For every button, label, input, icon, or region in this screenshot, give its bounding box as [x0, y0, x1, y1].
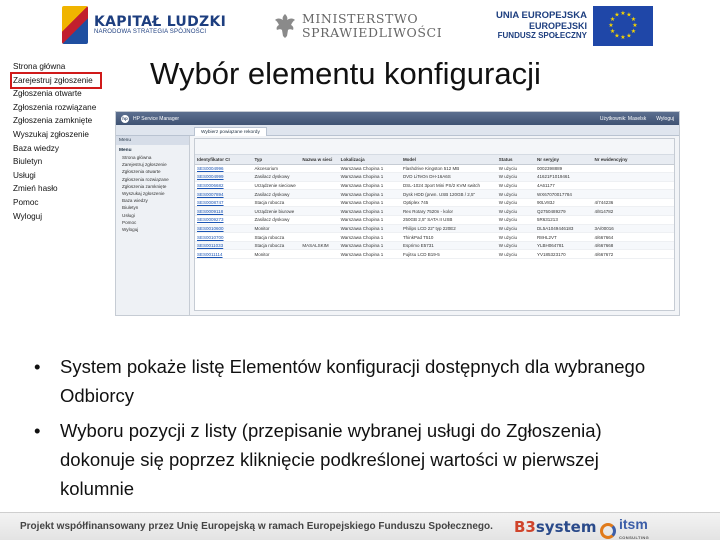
ci-id-link[interactable]: SES0007894 — [195, 190, 252, 199]
table-row — [195, 216, 674, 225]
column-header[interactable]: Nr seryjny — [535, 155, 592, 164]
app-title-bar — [116, 112, 679, 125]
svg-text:★: ★ — [620, 34, 626, 41]
app-logout-link[interactable]: Wyloguj — [656, 115, 674, 122]
table-cell — [300, 207, 338, 216]
table-cell: Warszawa Chopina 1 — [339, 233, 401, 242]
table-cell: Monitor — [252, 250, 300, 259]
itsm-logo — [600, 517, 649, 540]
svg-text:★: ★ — [626, 32, 632, 40]
eu-flag-icon — [593, 6, 653, 46]
app-sidebar-item[interactable]: Zgłoszenia otwarte — [122, 169, 161, 175]
app-title: HP Service Manager — [133, 115, 180, 122]
table-cell: Urządzenie biurowe — [252, 207, 300, 216]
table-cell — [593, 216, 674, 225]
table-cell: MASALSKIM — [300, 241, 338, 250]
table-cell — [593, 181, 674, 190]
table-row — [195, 241, 674, 250]
table-cell — [593, 173, 674, 182]
table-cell: YLBH064781 — [535, 241, 592, 250]
ci-id-link[interactable]: SES0010600 — [195, 224, 252, 233]
table-cell: W użyciu — [497, 250, 535, 259]
nav-item-wyszukaj-zgloszenie[interactable]: Wyszukaj zgłoszenie — [13, 129, 89, 139]
table-cell: Esprimo E5731 — [401, 241, 497, 250]
table-cell: 0002398889 — [535, 164, 592, 173]
ci-id-link[interactable]: SES0008747 — [195, 198, 252, 207]
table-cell: W użyciu — [497, 233, 535, 242]
svg-text:★: ★ — [614, 32, 620, 40]
footer — [0, 512, 720, 540]
table-cell — [593, 164, 674, 173]
table-cell: 41621F1019461 — [535, 173, 592, 182]
bullet-item: • Wyboru pozycji z listy (przepisanie wybranej usługi do Zgłoszenia) dokonuje się poprzez kliknięcie podkreślonej wartości w pierwszej kolumnie — [30, 416, 670, 503]
table-cell — [300, 250, 338, 259]
table-cell: Zasilacz dyskowy — [252, 173, 300, 182]
table-cell — [300, 181, 338, 190]
app-sidebar-item[interactable]: Wyszukaj zgłoszenie — [122, 191, 165, 197]
table-row — [195, 190, 674, 199]
table-cell: W użyciu — [497, 198, 535, 207]
table-cell — [300, 190, 338, 199]
column-header[interactable]: Lokalizacja — [339, 155, 401, 164]
table-cell: Warszawa Chopina 1 — [339, 190, 401, 199]
table-cell: DL5A1049446183 — [535, 224, 592, 233]
svg-text:★: ★ — [630, 28, 637, 35]
table-row — [195, 164, 674, 173]
table-row — [195, 250, 674, 259]
table-cell: Warszawa Chopina 1 — [339, 164, 401, 173]
table-cell: Warszawa Chopina 1 — [339, 198, 401, 207]
tab-wybierz-powiazane-rekordy[interactable]: Wybierz powiązane rekordy — [194, 127, 267, 136]
table-cell: 4/744236 — [593, 198, 674, 207]
table-cell: 3A/00016 — [593, 224, 674, 233]
svg-text:★: ★ — [614, 11, 620, 19]
table-cell: Akcesorium — [252, 164, 300, 173]
nav-item-zgloszenia-otwarte[interactable]: Zgłoszenia otwarte — [13, 89, 82, 99]
svg-text:★: ★ — [626, 11, 632, 19]
table-cell: Stacja robocza — [252, 198, 300, 207]
ministerstwo-line1: MINISTERSTWO — [302, 11, 419, 26]
svg-text:★: ★ — [632, 22, 638, 29]
table-cell: W użyciu — [497, 173, 535, 182]
nav-item-zgloszenia-rozwiazane[interactable]: Zgłoszenia rozwiązane — [13, 102, 97, 112]
ci-id-link[interactable]: SES0009273 — [195, 216, 252, 225]
table-cell: Philips LCD 22" typ 220E2 — [401, 224, 497, 233]
app-toolbar — [195, 139, 674, 155]
table-cell: W użyciu — [497, 224, 535, 233]
b3system-logo — [514, 518, 596, 536]
svg-text:★: ★ — [620, 10, 626, 17]
table-cell — [300, 224, 338, 233]
kapital-ludzki-subtitle: NARODOWA STRATEGIA SPÓJNOŚCI — [94, 29, 207, 36]
table-cell: DVD LiTeOn DH-16A6S — [401, 173, 497, 182]
ci-id-link[interactable]: SES0009118 — [195, 207, 252, 216]
app-sidebar-item[interactable]: Zgłoszenia zamknięte — [122, 183, 167, 189]
ci-table — [195, 155, 674, 259]
kapital-ludzki-title: KAPITAŁ LUDZKI — [94, 13, 227, 30]
table-cell: Warszawa Chopina 1 — [339, 224, 401, 233]
logo-bar — [0, 0, 720, 55]
app-sidebar-head: Menu — [116, 136, 189, 145]
table-cell: YV185323170 — [535, 250, 592, 259]
app-sidebar-item[interactable]: Pomoc — [122, 219, 137, 225]
table-row — [195, 224, 674, 233]
table-cell: Zasilacz dyskowy — [252, 190, 300, 199]
table-cell: 4/814782 — [593, 207, 674, 216]
app-sidebar-item[interactable]: Baza wiedzy — [122, 198, 148, 204]
ci-id-link[interactable]: SES0004996 — [195, 164, 252, 173]
app-sidebar-item[interactable]: Wyloguj — [122, 227, 139, 233]
ci-id-link[interactable]: SES0006682 — [195, 181, 252, 190]
app-sidebar-item[interactable]: Strona główna — [122, 155, 152, 160]
table-cell: Optiplex 745 — [401, 198, 497, 207]
table-cell — [300, 173, 338, 182]
table-row — [195, 233, 674, 242]
nav-item-zmien-haslo[interactable]: Zmień hasło — [13, 184, 58, 194]
table-cell: W użyciu — [497, 190, 535, 199]
kapital-ludzki-logo — [62, 6, 226, 44]
table-cell: Stacja robocza — [252, 233, 300, 242]
table-cell — [300, 198, 338, 207]
table-cell: Warszawa Chopina 1 — [339, 250, 401, 259]
nav-item-zgloszenia-zamkniete[interactable]: Zgłoszenia zamknięte — [13, 116, 93, 126]
bullet-item: • System pokaże listę Elementów konfiguracji dostępnych dla wybranego Odbiorcy — [30, 352, 670, 410]
table-cell: W użyciu — [497, 241, 535, 250]
table-cell: Urządzenie sieciowe — [252, 181, 300, 190]
table-cell: Stacja robocza — [252, 241, 300, 250]
table-cell: R8HL2VT — [535, 233, 592, 242]
table-cell: DSL-1024 3port Mini PS/2 KVM switch — [401, 181, 497, 190]
app-sidebar-item[interactable]: Zarejestruj zgłoszenie — [122, 162, 167, 168]
table-cell: Zasilacz dyskowy — [252, 216, 300, 225]
column-header[interactable]: Nr ewidencyjny — [593, 155, 674, 164]
itsm-subtitle: CONSULTING — [619, 535, 650, 540]
column-header[interactable]: Identyfikator CI — [195, 155, 252, 164]
svg-text:★: ★ — [630, 16, 637, 23]
bullet-list — [30, 352, 670, 503]
table-cell: 250GB 2,5" SATA II USB — [401, 216, 497, 225]
eagle-emblem-icon — [274, 12, 296, 40]
nav-item-wyloguj[interactable]: Wyloguj — [13, 211, 43, 221]
table-cell: W użyciu — [497, 207, 535, 216]
table-cell: ThinkPad T510 — [401, 233, 497, 242]
app-sidebar-item[interactable]: Biuletyn — [122, 205, 139, 211]
nav-item-zarejestruj-zgloszenie[interactable]: Zarejestruj zgłoszenie — [12, 74, 100, 88]
column-header[interactable]: Typ — [252, 155, 300, 164]
table-cell: 4/667664 — [593, 233, 674, 242]
ci-id-link[interactable]: SES0010700 — [195, 233, 252, 242]
hp-logo-icon: hp — [122, 116, 128, 121]
table-cell — [300, 233, 338, 242]
table-cell: Q2750489279 — [535, 207, 592, 216]
table-cell: Monitor — [252, 224, 300, 233]
table-cell: Warszawa Chopina 1 — [339, 181, 401, 190]
table-row — [195, 181, 674, 190]
b3-suffix: system — [535, 518, 597, 536]
svg-text:★: ★ — [609, 16, 616, 23]
column-header[interactable]: Status — [497, 155, 535, 164]
itsm-logo-icon — [600, 523, 616, 539]
ue-line3: FUNDUSZ SPOŁECZNY — [497, 30, 587, 40]
app-sidebar-item[interactable]: Zgłoszenia rozwiązane — [122, 176, 169, 182]
nav-item-biuletyn[interactable]: Biuletyn — [13, 157, 43, 167]
app-user-link[interactable]: Użytkownik: Maselsk — [599, 115, 647, 122]
table-cell: 5R631213 — [535, 216, 592, 225]
slide-title: Wybór elementu konfiguracji — [150, 56, 541, 91]
table-cell: WX67070017784 — [535, 190, 592, 199]
column-header[interactable]: Model — [401, 155, 497, 164]
table-cell: Warszawa Chopina 1 — [339, 173, 401, 182]
table-cell: Dysk HDD (prwn. USB 120GB / 2,5" — [401, 190, 497, 199]
ue-line1: UNIA EUROPEJSKA — [496, 10, 587, 22]
left-nav — [12, 60, 112, 223]
table-cell: Warszawa Chopina 1 — [339, 241, 401, 250]
svg-text:★: ★ — [609, 28, 616, 35]
table-cell: 4/667672 — [593, 250, 674, 259]
ue-line2: EUROPEJSKI — [528, 20, 587, 31]
column-header[interactable]: Nazwa w sieci — [300, 155, 338, 164]
app-main-panel — [194, 138, 675, 311]
kapital-ludzki-logo-icon — [62, 6, 88, 44]
table-cell: Warszawa Chopina 1 — [339, 216, 401, 225]
nav-item-baza-wiedzy[interactable]: Baza wiedzy — [13, 143, 59, 153]
ci-id-link[interactable]: SES0011033 — [195, 241, 252, 250]
table-cell: Flashdrive Kingston 512 MB — [401, 164, 497, 173]
table-cell — [300, 164, 338, 173]
table-cell: Warszawa Chopina 1 — [339, 207, 401, 216]
footer-text: Projekt współfinansowany przez Unię Europejską w ramach Europejskiego Funduszu Społecznego. — [20, 521, 493, 532]
app-sidebar — [116, 136, 190, 315]
table-cell: Fujitsu LCD B19-5 — [401, 250, 497, 259]
app-sidebar-item[interactable]: Usługi — [122, 212, 135, 218]
nav-item-uslugi[interactable]: Usługi — [13, 170, 36, 180]
ci-id-link[interactable]: SES0011114 — [195, 250, 252, 259]
ci-id-link[interactable]: SES0004999 — [195, 173, 252, 182]
table-cell: 90LV83J — [535, 198, 592, 207]
service-manager-screenshot — [115, 111, 680, 316]
table-cell — [593, 190, 674, 199]
table-cell: W użyciu — [497, 181, 535, 190]
table-cell: 4/667668 — [593, 241, 674, 250]
app-sidebar-category: Menu — [119, 148, 132, 153]
table-cell: Rex Rotary 7520n - kolor — [401, 207, 497, 216]
table-row — [195, 207, 674, 216]
ue-logo — [496, 6, 653, 46]
table-cell: W użyciu — [497, 164, 535, 173]
table-row — [195, 173, 674, 182]
table-cell: 4A61177 — [535, 181, 592, 190]
nav-item-strona-glowna[interactable]: Strona główna — [13, 62, 66, 71]
ministerstwo-line2: SPRAWIEDLIWOŚCI — [302, 25, 443, 41]
table-row — [195, 198, 674, 207]
itsm-name: itsm — [619, 516, 648, 532]
nav-item-pomoc[interactable]: Pomoc — [13, 197, 39, 207]
app-tabstrip — [116, 125, 679, 136]
table-cell — [300, 216, 338, 225]
svg-text:★: ★ — [608, 22, 614, 29]
b3-prefix: B3 — [514, 518, 536, 536]
table-cell: W użyciu — [497, 216, 535, 225]
ministerstwo-logo — [274, 12, 442, 41]
